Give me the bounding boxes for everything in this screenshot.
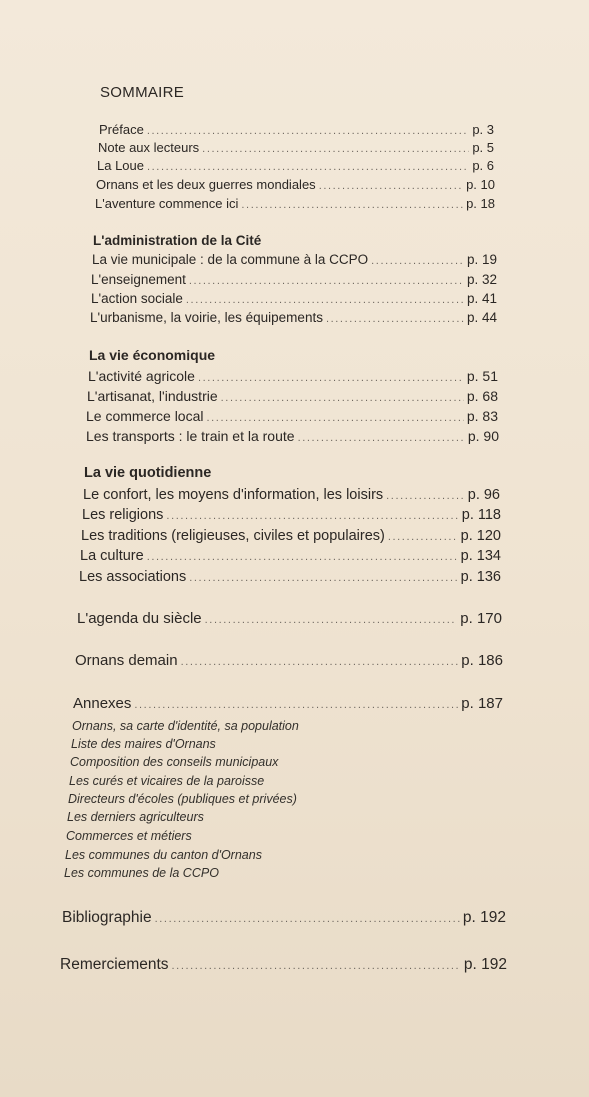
dot-leader — [319, 180, 463, 192]
toc-entry-label: La Loue — [97, 158, 144, 173]
dot-leader — [147, 125, 470, 137]
toc-entry-label: Les religions — [82, 507, 164, 523]
section-heading: L'administration de la Cité — [93, 233, 262, 248]
toc-entry — [83, 487, 500, 503]
toc-entry-page: p. 5 — [472, 140, 494, 155]
toc-entry-label: Annexes — [73, 695, 132, 712]
section-heading: La vie économique — [89, 347, 216, 363]
toc-entry-label: Ornans demain — [75, 652, 178, 669]
toc-entry-label: La culture — [80, 548, 144, 564]
annex-item: Les communes du canton d'Ornans — [65, 848, 262, 862]
toc-entry — [86, 428, 499, 444]
toc-entry-page: p. 170 — [460, 610, 502, 627]
toc-entry — [87, 388, 498, 404]
toc-entry-label: Le confort, les moyens d'information, les loisirs — [83, 487, 384, 503]
toc-entry-page: p. 18 — [466, 196, 495, 211]
toc-entry — [80, 548, 501, 564]
toc-entry-page: p. 118 — [461, 507, 501, 523]
toc-entry — [88, 368, 498, 384]
toc-entry-page: p. 83 — [466, 408, 498, 424]
annex-item: Les communes de la CCPO — [64, 866, 219, 880]
toc-entry-page: p. 44 — [466, 310, 497, 325]
dot-leader — [221, 392, 464, 404]
dot-leader — [205, 614, 458, 626]
toc-entry-label: Les transports : le train et la route — [86, 428, 295, 444]
toc-entry — [77, 610, 502, 627]
toc-entry-label: L'action sociale — [91, 291, 183, 306]
toc-entry — [75, 652, 503, 669]
toc-entry-label: Note aux lecteurs — [98, 140, 200, 155]
dot-leader — [371, 255, 464, 267]
toc-entry-label: Ornans et les deux guerres mondiales — [96, 177, 316, 192]
toc-entry-page: p. 10 — [466, 177, 495, 192]
toc-entry-page: p. 134 — [460, 548, 501, 564]
dot-leader — [189, 572, 457, 584]
toc-entry — [92, 252, 497, 267]
annex-item: Les curés et vicaires de la paroisse — [69, 774, 265, 788]
dot-leader — [134, 699, 458, 711]
toc-entry-label: L'urbanisme, la voirie, les équipements — [90, 310, 323, 325]
dot-leader — [386, 490, 465, 502]
toc-entry-label: Préface — [99, 122, 144, 137]
toc-entry-label: L'artisanat, l'industrie — [87, 388, 218, 404]
toc-entry — [79, 569, 501, 585]
toc-entry — [99, 122, 494, 137]
toc-entry-label: Les associations — [79, 569, 187, 585]
toc-entry-page: p. 136 — [460, 569, 501, 585]
toc-entry — [90, 310, 497, 325]
dot-leader — [207, 412, 464, 424]
toc-entry — [98, 140, 494, 155]
dot-leader — [181, 656, 459, 668]
dot-leader — [147, 161, 469, 173]
toc-entry-page: p. 51 — [466, 368, 498, 384]
toc-entry — [91, 291, 497, 306]
toc-entry-label: L'agenda du siècle — [77, 610, 202, 627]
toc-entry-label: L'enseignement — [91, 272, 186, 287]
section-heading: La vie quotidienne — [84, 465, 212, 481]
page-title: SOMMAIRE — [100, 84, 185, 101]
dot-leader — [298, 432, 465, 444]
toc-entry — [73, 695, 503, 712]
annex-item: Commerces et métiers — [66, 829, 192, 843]
dot-leader — [202, 143, 469, 155]
dot-leader — [388, 531, 458, 543]
dot-leader — [166, 510, 458, 522]
toc-entry-page: p. 96 — [467, 487, 500, 503]
toc-entry-page: p. 187 — [461, 695, 503, 712]
toc-entry-page: p. 192 — [462, 909, 506, 926]
toc-entry-label: L'activité agricole — [88, 368, 195, 384]
toc-entry-label: Remerciements — [60, 956, 169, 973]
toc-entry — [60, 956, 507, 974]
toc-entry-label: Le commerce local — [86, 408, 204, 424]
toc-entry-page: p. 192 — [463, 956, 507, 973]
dot-leader — [326, 313, 464, 325]
dot-leader — [155, 913, 460, 925]
dot-leader — [186, 294, 464, 306]
annex-item: Les derniers agriculteurs — [67, 810, 204, 824]
annex-item: Composition des conseils municipaux — [70, 755, 279, 769]
toc-entry-label: Bibliographie — [62, 909, 152, 926]
toc-entry — [62, 909, 506, 927]
toc-entry — [81, 528, 501, 544]
toc-entry-page: p. 186 — [461, 652, 503, 669]
toc-entry-page: p. 6 — [472, 158, 494, 173]
toc-entry — [86, 408, 498, 424]
dot-leader — [241, 199, 463, 211]
toc-entry — [95, 196, 495, 211]
toc-entry — [91, 272, 497, 287]
toc-entry-page: p. 32 — [466, 272, 497, 287]
toc-entry-page: p. 41 — [466, 291, 497, 306]
annex-item: Directeurs d'écoles (publiques et privées) — [68, 792, 297, 806]
toc-entry — [97, 158, 494, 173]
toc-entry-page: p. 19 — [466, 252, 497, 267]
dot-leader — [189, 275, 464, 287]
dot-leader — [198, 372, 464, 384]
annex-item: Ornans, sa carte d'identité, sa population — [72, 719, 299, 733]
dot-leader — [147, 551, 458, 563]
toc-entry-page: p. 3 — [472, 122, 494, 137]
toc-entry-label: Les traditions (religieuses, civiles et populaires) — [81, 528, 385, 544]
toc-entry-page: p. 68 — [466, 388, 498, 404]
toc-entry-label: L'aventure commence ici — [95, 196, 239, 211]
toc-entry-page: p. 120 — [460, 528, 501, 544]
toc-entry — [96, 177, 495, 192]
toc-entry — [82, 507, 501, 523]
dot-leader — [172, 960, 461, 972]
toc-entry-label: La vie municipale : de la commune à la CCPO — [92, 252, 369, 267]
toc-entry-page: p. 90 — [467, 428, 499, 444]
annex-item: Liste des maires d'Ornans — [71, 737, 216, 751]
